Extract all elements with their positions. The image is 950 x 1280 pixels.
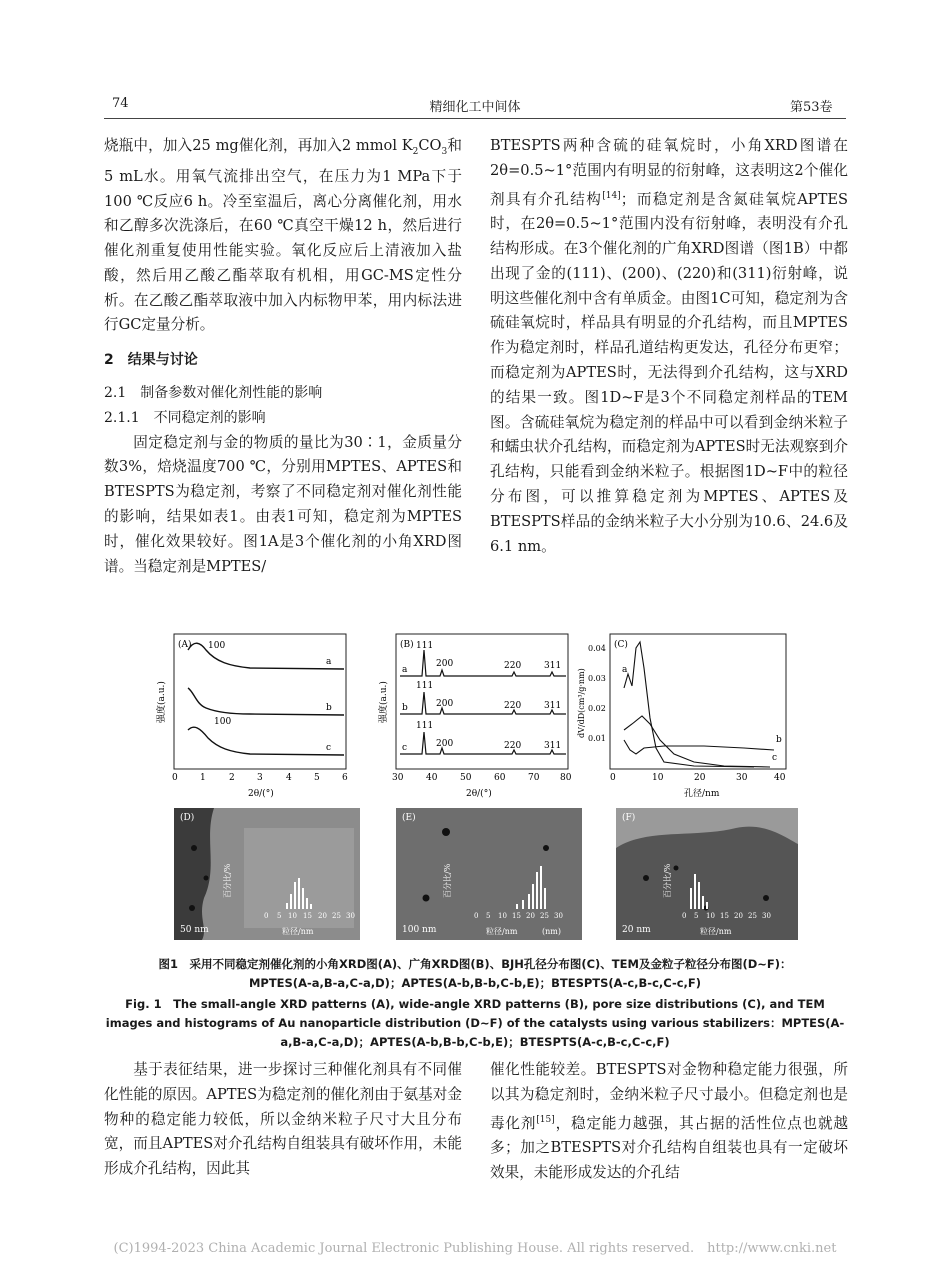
scale-bar-label: 100 nm <box>402 925 437 935</box>
panel-label: (E) <box>402 813 416 823</box>
svg-text:311: 311 <box>544 741 562 751</box>
svg-text:220: 220 <box>504 701 522 711</box>
svg-text:20: 20 <box>694 773 706 783</box>
svg-text:200: 200 <box>436 739 454 749</box>
svg-text:200: 200 <box>436 659 454 669</box>
svg-text:b: b <box>402 703 408 713</box>
subsubsection-heading: 2.1.1 不同稳定剂的影响 <box>104 409 266 426</box>
svg-text:20: 20 <box>526 912 535 920</box>
panel-label: (A) <box>178 640 192 650</box>
peak-label: 100 <box>208 641 226 651</box>
curve-a <box>400 650 566 676</box>
svg-text:20: 20 <box>734 912 743 920</box>
svg-text:220: 220 <box>504 741 522 751</box>
citation-link[interactable]: [15] <box>536 1114 555 1125</box>
svg-text:0.03: 0.03 <box>588 674 606 683</box>
svg-text:4: 4 <box>286 773 292 783</box>
curve-c <box>400 732 566 754</box>
section-heading: 2 结果与讨论 <box>104 352 198 369</box>
panel-label: (D) <box>180 813 195 823</box>
svg-text:0.04: 0.04 <box>588 644 606 653</box>
svg-text:0: 0 <box>610 773 616 783</box>
svg-text:3: 3 <box>257 773 263 783</box>
citation-link[interactable]: [14] <box>602 190 621 201</box>
scale-bar-label: 50 nm <box>180 925 209 935</box>
tem-image-d <box>174 808 360 940</box>
svg-text:百分比/%: 百分比/% <box>223 863 232 898</box>
panel-label: (F) <box>622 813 636 823</box>
svg-text:30: 30 <box>346 912 355 920</box>
x-ticks <box>392 773 572 783</box>
curve-b <box>400 692 566 714</box>
svg-text:311: 311 <box>544 701 562 711</box>
figure-caption-en: Fig. 1 The small-angle XRD patterns (A), wide-angle XRD patterns (B), pore size distributions (C), and TEM images and histograms of Au nanoparticle distribution (D~F) of the catalysts using various stabilizers：MPTES(A-a,B-a,C-a,D)；APTES(A-b,B-b,C-b,E)；BTESPTS(A-c,B-c,C-c,F) <box>105 997 845 1049</box>
svg-text:200: 200 <box>436 699 454 709</box>
svg-text:30: 30 <box>762 912 771 920</box>
x-ticks <box>610 773 786 783</box>
svg-text:c: c <box>772 753 778 763</box>
svg-text:粒径/nm: 粒径/nm <box>700 927 732 936</box>
svg-text:a: a <box>622 665 628 675</box>
left-column-top <box>104 134 462 579</box>
svg-text:60: 60 <box>494 773 506 783</box>
svg-text:2: 2 <box>229 773 235 783</box>
copyright-footer: (C)1994-2023 China Academic Journal Electronic Publishing House. All rights reserved. http://www.cnki.net <box>113 1241 837 1256</box>
svg-text:百分比/%: 百分比/% <box>663 863 672 898</box>
svg-text:5: 5 <box>694 912 699 920</box>
svg-text:5: 5 <box>277 912 282 920</box>
svg-text:40: 40 <box>426 773 438 783</box>
figure-panel-c <box>574 628 794 798</box>
svg-text:6: 6 <box>342 773 348 783</box>
svg-text:15: 15 <box>303 912 312 920</box>
svg-text:20: 20 <box>318 912 327 920</box>
figure-panel-b <box>372 628 582 798</box>
header-rule <box>104 118 846 119</box>
svg-text:(nm): (nm) <box>542 927 561 936</box>
svg-text:10: 10 <box>288 912 297 920</box>
svg-text:15: 15 <box>512 912 521 920</box>
svg-text:0: 0 <box>474 912 479 920</box>
svg-text:30: 30 <box>392 773 404 783</box>
curve-b <box>624 740 774 754</box>
paragraph: BTESPTS两种含硫的硅氧烷时，小角XRD图谱在2θ=0.5~1°范围内有明显的衍射峰，这表明这2个催化剂具有介孔结构[14]；而稳定剂是含氮硅氧烷APTES时，在2θ=0.5~1°范围内没有衍射峰，表明没有介孔结构形成。在3个催化剂的广角XRD图谱（图1B）中都出现了金的(111)、(200)、(220)和(311)衍射峰，说明这些催化剂中含有单质金。由图1C可知，稳定剂为含硫硅氧烷时，样品具有明显的介孔结构，而且MPTES作为稳定剂时，样品孔道结构更发达，孔径分布更窄；而稳定剂为APTES时，无法得到介孔结构，这与XRD的结果一致。图1D~F是3个不同稳定剂样品的TEM图。含硫硅氧烷为稳定剂的样品中可以看到金纳米粒子和蠕虫状介孔结构，而稳定剂为APTES时无法观察到介孔结构，只能看到金纳米粒子。根据图1D~F中的粒径分布图，可以推算稳定剂为MPTES、APTES及BTESPTS样品的金纳米粒子大小分别为10.6、24.6及6.1 nm。 <box>490 137 848 555</box>
curve-b <box>188 688 344 715</box>
svg-text:220: 220 <box>504 661 522 671</box>
x-axis-label: 2θ/(°) <box>248 789 274 798</box>
svg-text:10: 10 <box>706 912 715 920</box>
journal-title: 精细化工中间体 <box>429 100 521 115</box>
svg-text:30: 30 <box>554 912 563 920</box>
svg-text:50: 50 <box>460 773 472 783</box>
svg-text:111: 111 <box>416 681 434 691</box>
svg-text:c: c <box>326 743 332 753</box>
figure-caption-cn: 图1 采用不同稳定剂催化剂的小角XRD图(A)、广角XRD图(B)、BJH孔径分布图(C)、TEM及金粒子粒径分布图(D~F)： MPTES(A-a,B-a,C-a,D)；APTES(A-b,B-b,C-b,E)；BTESPTS(A-c,B-c,C-c,F) <box>158 957 792 990</box>
svg-text:0.02: 0.02 <box>588 704 606 713</box>
x-axis-label: 2θ/(°) <box>466 789 492 798</box>
svg-text:30: 30 <box>736 773 748 783</box>
y-axis-label: 强度(a.u.) <box>157 681 167 723</box>
right-column-top <box>490 134 848 559</box>
svg-text:百分比/%: 百分比/% <box>443 863 452 898</box>
svg-text:111: 111 <box>416 721 434 731</box>
peak-label: 100 <box>214 717 232 727</box>
tem-image-f <box>616 808 798 940</box>
svg-text:10: 10 <box>498 912 507 920</box>
svg-text:5: 5 <box>314 773 320 783</box>
svg-text:311: 311 <box>544 661 562 671</box>
svg-text:111: 111 <box>416 641 434 651</box>
svg-text:70: 70 <box>528 773 540 783</box>
tem-image-e <box>396 808 582 940</box>
paragraph: 催化性能较差。BTESPTS对金物种稳定能力很强，所以其为稳定剂时，金纳米粒子尺寸最小。但稳定剂也是毒化剂[15]，稳定能力越强，其占据的活性位点也就越多；加之BTESPTS对介孔结构自组装也具有一定破坏效果，未能形成发达的介孔结 <box>490 1061 848 1182</box>
scale-bar-label: 20 nm <box>622 925 651 935</box>
svg-text:80: 80 <box>560 773 572 783</box>
y-axis-label: dV/dD(cm³/g·nm) <box>577 668 586 738</box>
svg-text:粒径/nm: 粒径/nm <box>282 927 314 936</box>
svg-text:粒径/nm: 粒径/nm <box>486 927 518 936</box>
curve-c <box>624 716 770 767</box>
svg-text:25: 25 <box>332 912 341 920</box>
y-axis-label: 强度(a.u.) <box>379 681 389 723</box>
svg-text:25: 25 <box>748 912 757 920</box>
left-column-bottom <box>104 1058 462 1182</box>
paragraph: 基于表征结果，进一步探讨三种催化剂具有不同催化性能的原因。APTES为稳定剂的催化剂由于氨基对金物种的稳定能力较低，所以金纳米粒子尺寸大且分布宽，而且APTES对介孔结构自组装具有破坏作用，未能形成介孔结构，因此其 <box>104 1061 462 1178</box>
page-number: 74 <box>112 96 129 111</box>
svg-text:a: a <box>326 657 332 667</box>
svg-text:0: 0 <box>682 912 687 920</box>
subsection-heading: 2.1 制备参数对催化剂性能的影响 <box>104 385 323 402</box>
svg-text:25: 25 <box>540 912 549 920</box>
panel-label: (B) <box>400 640 414 650</box>
svg-text:15: 15 <box>720 912 729 920</box>
svg-text:0.01: 0.01 <box>588 734 606 743</box>
figure-panel-a <box>150 628 360 798</box>
svg-text:1: 1 <box>200 773 206 783</box>
svg-text:0: 0 <box>264 912 269 920</box>
x-ticks <box>172 773 348 783</box>
curve-c <box>188 727 344 755</box>
svg-text:0: 0 <box>172 773 178 783</box>
x-axis-label: 孔径/nm <box>684 789 720 798</box>
svg-text:b: b <box>326 703 332 713</box>
paragraph: 固定稳定剂与金的物质的量比为30∶1，金质量分数3%，焙烧温度700 ℃，分别用MPTES、APTES和BTESPTS为稳定剂，考察了不同稳定剂对催化剂性能的影响，结果如表1。由表1可知，稳定剂为MPTES时，催化效果较好。图1A是3个催化剂的小角XRD图谱。当稳定剂是MPTES/ <box>104 433 462 575</box>
svg-text:5: 5 <box>486 912 491 920</box>
svg-text:a: a <box>402 665 408 675</box>
volume-label: 第53卷 <box>790 100 833 115</box>
svg-text:40: 40 <box>774 773 786 783</box>
svg-text:b: b <box>776 735 782 745</box>
paragraph: 烧瓶中，加入25 mg催化剂，再加入2 mmol $K_2CO_3$和5 mL水。用氧气流排出空气，在压力为1 MPa下于100 ℃反应6 h。冷至室温后，离心分离催化剂，用水和乙醇多次洗涤后，在60 ℃真空干燥12 h，然后进行催化剂重复使用性能实验。氧化反应后上清液加入盐酸，然后用乙酸乙酯萃取有机相，用GC-MS定性分析。在乙酸乙酯萃取液中加入内标物甲苯，用内标法进行GC定量分析。 <box>104 137 462 334</box>
svg-text:10: 10 <box>652 773 664 783</box>
panel-label: (C) <box>614 640 628 650</box>
svg-text:c: c <box>402 743 408 753</box>
right-column-bottom <box>490 1058 848 1186</box>
y-ticks <box>588 644 606 743</box>
